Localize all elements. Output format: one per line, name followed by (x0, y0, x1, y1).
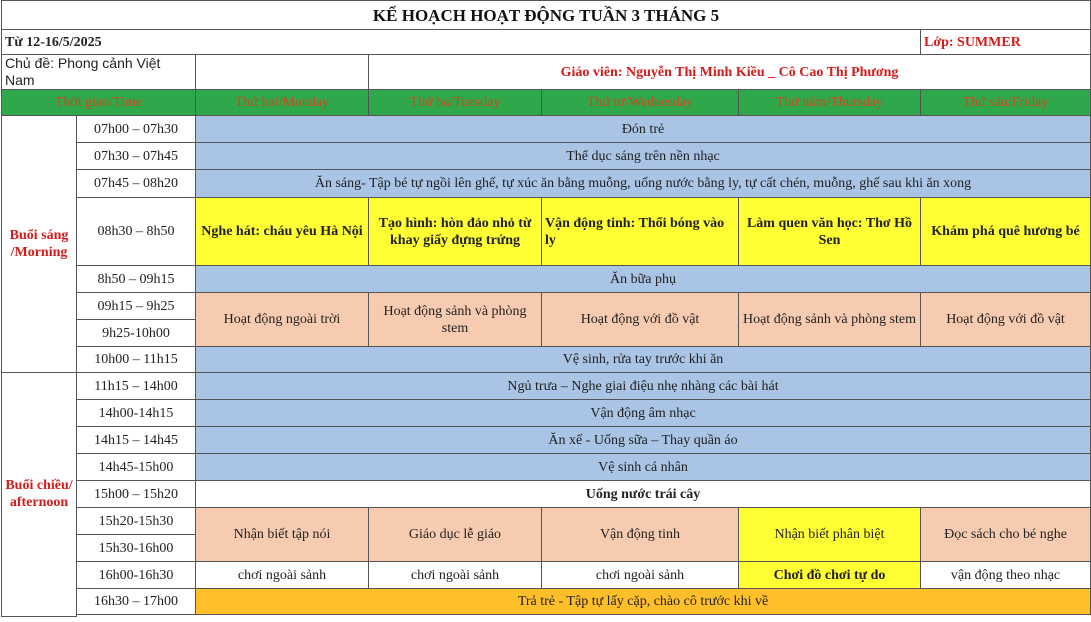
tuesday-activity: chơi ngoài sảnh (369, 562, 542, 589)
friday-activity: Đọc sách cho bé nghe (921, 508, 1091, 562)
class-label: Lớp: SUMMER (921, 30, 1091, 55)
activity-cell: Thể dục sáng trên nền nhạc (196, 143, 1091, 170)
time-cell: 15h00 – 15h20 (77, 481, 196, 508)
header-friday: Thứ sáu/Friday (921, 90, 1091, 116)
activity-cell: Ăn xế - Uống sữa – Thay quần áo (196, 427, 1091, 454)
tuesday-activity: Tạo hình: hòn đảo nhỏ từ khay giấy đựng trứng (369, 198, 542, 266)
header-monday: Thứ hai/Monday (196, 90, 369, 116)
wednesday-activity: Vận động tinh: Thổi bóng vào ly (542, 198, 739, 266)
monday-activity: chơi ngoài sảnh (196, 562, 369, 589)
friday-activity: Hoạt động với đồ vật (921, 293, 1091, 347)
header-thursday: Thứ năm/Thursday (739, 90, 921, 116)
header-wednesday: Thứ tư/Wednesday (542, 90, 739, 116)
time-cell: 14h15 – 14h45 (77, 427, 196, 454)
time-cell: 14h00-14h15 (77, 400, 196, 427)
tuesday-activity: Giáo dục lễ giáo (369, 508, 542, 562)
monday-activity: Hoạt động ngoài trời (196, 293, 369, 347)
monday-activity: Nhận biết tập nói (196, 508, 369, 562)
time-cell: 9h25-10h00 (77, 320, 196, 347)
time-cell: 07h45 – 08h20 (77, 170, 196, 198)
time-cell: 15h20-15h30 (77, 508, 196, 535)
time-cell: 10h00 – 11h15 (77, 347, 196, 373)
time-cell: 09h15 – 9h25 (77, 293, 196, 320)
activity-cell: Đón trẻ (196, 116, 1091, 143)
wednesday-activity: Vận động tinh (542, 508, 739, 562)
activity-cell: Ăn bữa phụ (196, 266, 1091, 293)
activity-cell: Uống nước trái cây (196, 481, 1091, 508)
friday-activity: vận động theo nhạc (921, 562, 1091, 589)
header-tuesday: Thứ ba/Tuesday (369, 90, 542, 116)
wednesday-activity: Hoạt động với đồ vật (542, 293, 739, 347)
thursday-activity: Nhận biết phân biệt (739, 508, 921, 562)
empty-cell (196, 55, 369, 90)
weekly-plan-table (1, 0, 1091, 617)
thursday-activity: Làm quen văn học: Thơ Hồ Sen (739, 198, 921, 266)
wednesday-activity: chơi ngoài sảnh (542, 562, 739, 589)
time-cell: 14h45-15h00 (77, 454, 196, 481)
time-cell: 15h30-16h00 (77, 535, 196, 562)
session-morning: Buổi sáng /Morning (2, 116, 77, 373)
activity-cell: Ăn sáng- Tập bé tự ngồi lên ghế, tự xúc ăn bằng muỗng, uống nước bằng ly, tự cất chén, muỗng, ghế sau khi ăn xong (196, 170, 1091, 198)
activity-cell: Vệ sinh, rửa tay trước khi ăn (196, 347, 1091, 373)
spacer (77, 615, 196, 617)
time-cell: 07h30 – 07h45 (77, 143, 196, 170)
topic: Chủ đề: Phong cảnh Việt Nam (2, 55, 196, 90)
activity-cell: Trả trẻ - Tập tự lấy cặp, chào cô trước khi về (196, 589, 1091, 615)
monday-activity: Nghe hát: cháu yêu Hà Nội (196, 198, 369, 266)
time-cell: 16h00-16h30 (77, 562, 196, 589)
time-cell: 8h50 – 09h15 (77, 266, 196, 293)
session-afternoon: Buổi chiều/ afternoon (2, 373, 77, 617)
time-cell: 08h30 – 8h50 (77, 198, 196, 266)
tuesday-activity: Hoạt động sảnh và phòng stem (369, 293, 542, 347)
spacer (196, 615, 1091, 617)
time-cell: 11h15 – 14h00 (77, 373, 196, 400)
activity-cell: Vệ sinh cá nhân (196, 454, 1091, 481)
page-title: KẾ HOẠCH HOẠT ĐỘNG TUẦN 3 THÁNG 5 (2, 1, 1091, 30)
time-cell: 07h00 – 07h30 (77, 116, 196, 143)
thursday-activity: Chơi đồ chơi tự do (739, 562, 921, 589)
thursday-activity: Hoạt động sảnh và phòng stem (739, 293, 921, 347)
header-time: Thời gian/Time (2, 90, 196, 116)
friday-activity: Khám phá quê hương bé (921, 198, 1091, 266)
date-range: Từ 12-16/5/2025 (2, 30, 921, 55)
activity-cell: Ngủ trưa – Nghe giai điệu nhẹ nhàng các bài hát (196, 373, 1091, 400)
activity-cell: Vận động âm nhạc (196, 400, 1091, 427)
teachers: Giáo viên: Nguyễn Thị Minh Kiều _ Cô Cao Thị Phương (369, 55, 1091, 90)
time-cell: 16h30 – 17h00 (77, 589, 196, 615)
